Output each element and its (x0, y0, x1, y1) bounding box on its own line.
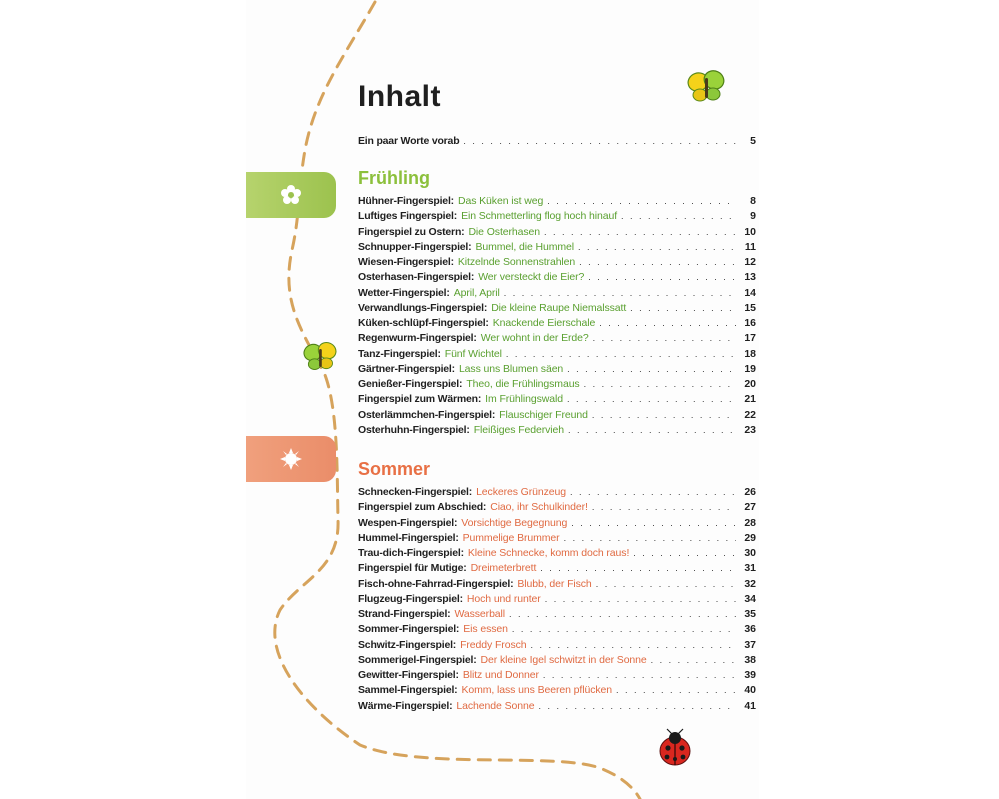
leader-dots (512, 624, 736, 634)
entry-label: Schnecken-Fingerspiel: (358, 486, 473, 498)
page-number: 40 (744, 684, 756, 697)
entry-label: Sommerigel-Fingerspiel: (358, 653, 477, 666)
entry-subtitle: Eis essen (463, 623, 508, 636)
entry-label: Hummel-Fingerspiel: (358, 531, 459, 544)
leader-dots (592, 410, 736, 420)
entry-subtitle: Das Küken ist weg (457, 195, 544, 207)
entry-subtitle: Der kleine Igel schwitzt in der Sonne (480, 653, 647, 666)
entry-subtitle: Wer versteckt die Eier? (478, 271, 585, 284)
leader-dots (547, 196, 736, 206)
leader-dots (621, 211, 736, 221)
page-number: 28 (744, 516, 756, 529)
leader-dots (568, 425, 736, 435)
entry-label: Wiesen-Fingerspiel: (358, 256, 454, 268)
toc-entry[interactable] (358, 517, 756, 532)
toc-entry[interactable] (358, 654, 756, 669)
leader-dots (578, 242, 736, 252)
butterfly-icon (686, 68, 726, 106)
leader-dots (592, 502, 736, 512)
leader-dots (579, 257, 736, 267)
leader-dots (651, 655, 736, 665)
page-number: 8 (750, 195, 756, 207)
toc-entry[interactable] (358, 363, 756, 378)
spring-tab (246, 172, 336, 218)
flower-icon (280, 184, 302, 206)
toc-entry[interactable] (358, 409, 756, 424)
toc-entry[interactable] (358, 623, 756, 638)
leader-dots (596, 579, 736, 589)
entry-subtitle: Die Osterhasen (468, 225, 541, 238)
page-number: 14 (744, 286, 756, 299)
entry-label: Küken-schlüpf-Fingerspiel: (358, 317, 489, 329)
entry-label: Fingerspiel zu Ostern: (358, 225, 465, 238)
entry-subtitle: Lachende Sonne (456, 699, 535, 712)
entry-label: Verwandlungs-Fingerspiel: (358, 301, 488, 314)
entry-subtitle: Pummelige Brummer (462, 531, 560, 544)
toc-entry[interactable] (358, 271, 756, 286)
page-number: 26 (744, 486, 756, 498)
toc-entry[interactable] (358, 486, 756, 501)
entry-label: Strand-Fingerspiel: (358, 608, 451, 620)
entry-label: Trau-dich-Fingerspiel: (358, 547, 464, 559)
toc-entry[interactable] (358, 287, 756, 302)
leader-dots (630, 303, 736, 313)
page-number: 23 (744, 423, 756, 436)
leader-dots (504, 288, 736, 298)
entry-label: Fingerspiel für Mutige: (358, 562, 467, 575)
leader-dots (540, 563, 736, 573)
page-number: 27 (744, 501, 756, 514)
entry-subtitle: Leckeres Grünzeug (476, 486, 566, 498)
leader-dots (571, 518, 736, 528)
leader-dots (616, 685, 736, 695)
page-number: 38 (744, 653, 756, 666)
toc-entry[interactable] (358, 532, 756, 547)
toc-entry[interactable] (358, 562, 756, 577)
page-number: 18 (744, 347, 756, 360)
toc-entry[interactable] (358, 593, 756, 608)
entry-label: Gärtner-Fingerspiel: (358, 362, 455, 375)
entry-subtitle: Theo, die Frühlingsmaus (466, 378, 580, 390)
entry-label: Schwitz-Fingerspiel: (358, 638, 457, 651)
entry-label: Hühner-Fingerspiel: (358, 195, 454, 207)
page-number: 34 (744, 592, 756, 605)
entry-label: Flugzeug-Fingerspiel: (358, 592, 463, 605)
entry-subtitle: Knackende Eierschale (492, 317, 596, 329)
toc-entry[interactable] (358, 195, 756, 210)
entry-label: Sammel-Fingerspiel: (358, 684, 458, 697)
entry-label: Tanz-Fingerspiel: (358, 347, 441, 360)
page-number: 16 (744, 317, 756, 329)
page-number: 35 (744, 608, 756, 620)
toc-entry[interactable] (358, 317, 756, 332)
page-number: 19 (744, 362, 756, 375)
intro-row[interactable] (358, 135, 756, 150)
entry-subtitle: Kitzelnde Sonnenstrahlen (457, 256, 576, 268)
leader-dots (509, 609, 736, 619)
ladybug-icon (654, 728, 696, 768)
intro-label: Ein paar Worte vorab (358, 135, 460, 147)
page-number: 37 (744, 638, 756, 651)
toc-entry[interactable] (358, 226, 756, 241)
section-heading-spring: Frühling (358, 168, 430, 188)
entry-label: Osterhasen-Fingerspiel: (358, 271, 475, 284)
page-number: 9 (750, 210, 756, 223)
toc-entry[interactable] (358, 348, 756, 363)
entry-label: Wetter-Fingerspiel: (358, 286, 450, 299)
leader-dots (599, 318, 736, 328)
entry-label: Luftiges Fingerspiel: (358, 210, 458, 223)
entry-subtitle: Ein Schmetterling flog hoch hinauf (461, 210, 618, 223)
page-number: 20 (744, 378, 756, 390)
entry-label: Gewitter-Fingerspiel: (358, 669, 459, 681)
leader-dots (567, 364, 736, 374)
entry-subtitle: Flauschiger Freund (499, 408, 588, 421)
leader-dots (463, 136, 736, 146)
entry-subtitle: Kleine Schnecke, komm doch raus! (467, 547, 630, 559)
toc-entry[interactable] (358, 669, 756, 684)
entry-subtitle: Blubb, der Fisch (517, 577, 592, 590)
leader-dots (506, 349, 736, 359)
page-number: 31 (744, 562, 756, 575)
entry-label: Wespen-Fingerspiel: (358, 516, 458, 529)
entry-subtitle: Fleißiges Federvieh (473, 423, 565, 436)
toc-list-summer (358, 486, 756, 715)
entry-subtitle: Die kleine Raupe Niemalssatt (491, 301, 627, 314)
entry-label: Wärme-Fingerspiel: (358, 699, 453, 712)
entry-subtitle: Blitz und Donner (462, 669, 539, 681)
sun-icon (280, 448, 302, 470)
toc-entry[interactable] (358, 241, 756, 256)
leader-dots (564, 533, 736, 543)
page-number: 15 (744, 301, 756, 314)
toc-entry[interactable] (358, 332, 756, 347)
page-title: Inhalt (358, 80, 441, 113)
entry-subtitle: Im Frühlingswald (485, 393, 563, 406)
entry-subtitle: Lass uns Blumen säen (458, 362, 564, 375)
toc-entry[interactable] (358, 547, 756, 562)
leader-dots (570, 487, 736, 497)
page-number: 29 (744, 531, 756, 544)
entry-label: Sommer-Fingerspiel: (358, 623, 460, 636)
toc-list-spring (358, 195, 756, 439)
page-number: 30 (744, 547, 756, 559)
entry-label: Regenwurm-Fingerspiel: (358, 332, 477, 345)
toc-entry[interactable] (358, 684, 756, 699)
page-number: 36 (744, 623, 756, 636)
page-number: 12 (744, 256, 756, 268)
toc-entry[interactable] (358, 608, 756, 623)
entry-label: Genießer-Fingerspiel: (358, 378, 463, 390)
page-number: 10 (744, 225, 756, 238)
entry-subtitle: Wer wohnt in der Erde? (480, 332, 589, 345)
page-number: 32 (744, 577, 756, 590)
entry-label: Fingerspiel zum Abschied: (358, 501, 487, 514)
toc-entry[interactable] (358, 501, 756, 516)
toc-entry[interactable] (358, 424, 756, 439)
entry-subtitle: April, April (453, 286, 500, 299)
page-number: 11 (744, 240, 756, 253)
toc-entry[interactable] (358, 256, 756, 271)
leader-dots (588, 272, 736, 282)
leader-dots (593, 333, 736, 343)
toc-entry[interactable] (358, 302, 756, 317)
toc-entry[interactable] (358, 578, 756, 593)
entry-subtitle: Dreimeterbrett (470, 562, 537, 575)
entry-label: Schnupper-Fingerspiel: (358, 240, 472, 253)
toc-entry[interactable] (358, 393, 756, 408)
leader-dots (538, 701, 736, 711)
entry-subtitle: Ciao, ihr Schulkinder! (490, 501, 588, 514)
section-heading-summer: Sommer (358, 459, 431, 479)
toc-entry[interactable] (358, 700, 756, 715)
entry-subtitle: Bummel, die Hummel (475, 240, 575, 253)
toc-entry[interactable] (358, 639, 756, 654)
page-number: 22 (744, 408, 756, 421)
entry-subtitle: Freddy Frosch (460, 638, 527, 651)
leader-dots (633, 548, 736, 558)
page-number: 41 (744, 699, 756, 712)
leader-dots (544, 227, 736, 237)
entry-subtitle: Fünf Wichtel (444, 347, 502, 360)
toc-entry[interactable] (358, 210, 756, 225)
entry-label: Fisch-ohne-Fahrrad-Fingerspiel: (358, 577, 514, 590)
leader-dots (543, 670, 736, 680)
toc-entry[interactable] (358, 378, 756, 393)
entry-label: Osterhuhn-Fingerspiel: (358, 423, 470, 436)
page-number: 5 (750, 135, 756, 147)
leader-dots (567, 394, 736, 404)
entry-subtitle: Komm, lass uns Beeren pflücken (461, 684, 612, 697)
page-number: 21 (744, 393, 756, 406)
leader-dots (545, 594, 736, 604)
entry-subtitle: Hoch und runter (466, 592, 541, 605)
page-number: 17 (744, 332, 756, 345)
leader-dots (584, 379, 736, 389)
page-number: 13 (744, 271, 756, 284)
entry-subtitle: Vorsichtige Begegnung (461, 516, 568, 529)
entry-label: Fingerspiel zum Wärmen: (358, 393, 482, 406)
leader-dots (530, 640, 736, 650)
summer-tab (246, 436, 336, 482)
entry-subtitle: Wasserball (454, 608, 506, 620)
butterfly-icon (302, 340, 338, 374)
entry-label: Osterlämmchen-Fingerspiel: (358, 408, 496, 421)
page-number: 39 (744, 669, 756, 681)
